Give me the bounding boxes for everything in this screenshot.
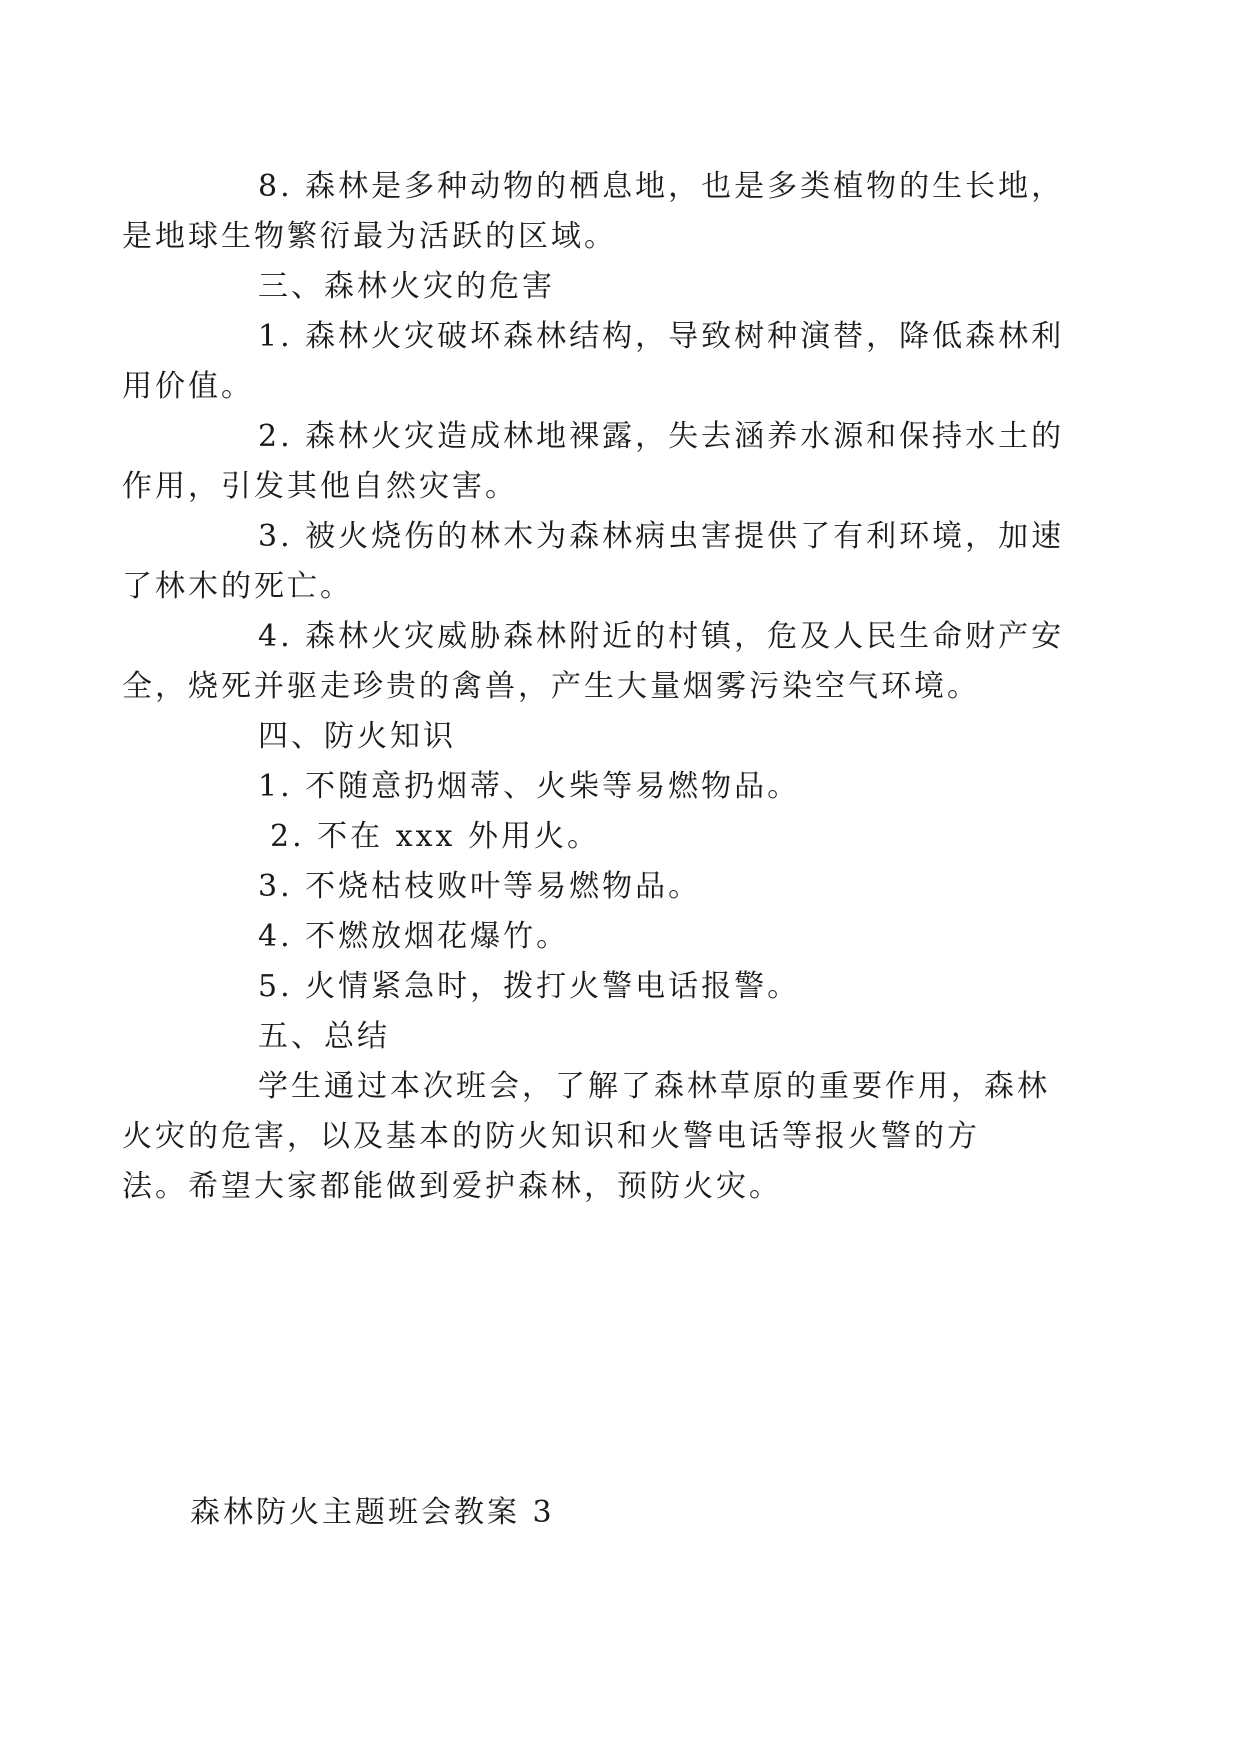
document-body — [122, 162, 1065, 1212]
hazard-item-1 — [122, 312, 1065, 412]
hazard-item-4 — [122, 612, 1065, 712]
paragraph-line: 2. 森林火灾造成林地裸露，失去涵养水源和保持水土的 — [258, 419, 1065, 454]
paragraph-item-8 — [122, 162, 1065, 262]
hazard-item-3 — [122, 512, 1065, 612]
paragraph-line: 3. 被火烧伤的林木为森林病虫害提供了有利环境，加速 — [258, 519, 1065, 554]
paragraph-line: 1. 森林火灾破坏森林结构，导致树种演替，降低森林利 — [258, 319, 1065, 354]
paragraph-line: 了林木的死亡。 — [122, 569, 353, 604]
paragraph-line: 作用，引发其他自然灾害。 — [122, 469, 518, 504]
knowledge-item-1: 1. 不随意扔烟蒂、火柴等易燃物品。 — [258, 769, 801, 804]
paragraph-line: 全，烧死并驱走珍贵的禽兽，产生大量烟雾污染空气环境。 — [122, 669, 980, 704]
paragraph-line: 学生通过本次班会，了解了森林草原的重要作用，森林 — [258, 1069, 1050, 1104]
paragraph-line: 8. 森林是多种动物的栖息地，也是多类植物的生长地， — [258, 169, 1065, 204]
summary-paragraph — [122, 1062, 1060, 1212]
section-heading-fire-knowledge: 四、防火知识 — [258, 719, 456, 754]
knowledge-item-3: 3. 不烧枯枝败叶等易燃物品。 — [258, 869, 702, 904]
section-heading-hazards: 三、森林火灾的危害 — [258, 269, 555, 304]
paragraph-line: 是地球生物繁衍最为活跃的区域。 — [122, 219, 617, 254]
paragraph-line: 法。希望大家都能做到爱护森林，预防火灾。 — [122, 1169, 782, 1204]
knowledge-item-4: 4. 不燃放烟花爆竹。 — [258, 919, 570, 954]
paragraph-line: 火灾的危害，以及基本的防火知识和火警电话等报火警的方 — [122, 1119, 980, 1154]
hazard-item-2 — [122, 412, 1065, 512]
knowledge-item-5: 5. 火情紧急时，拨打火警电话报警。 — [258, 969, 801, 1004]
next-lesson-title: 森林防火主题班会教案 3 — [190, 1495, 555, 1530]
paragraph-line: 4. 森林火灾威胁森林附近的村镇，危及人民生命财产安 — [258, 619, 1065, 654]
paragraph-line: 用价值。 — [122, 369, 254, 404]
knowledge-item-2: 2. 不在 xxx 外用火。 — [270, 819, 600, 854]
section-heading-summary: 五、总结 — [258, 1019, 390, 1054]
